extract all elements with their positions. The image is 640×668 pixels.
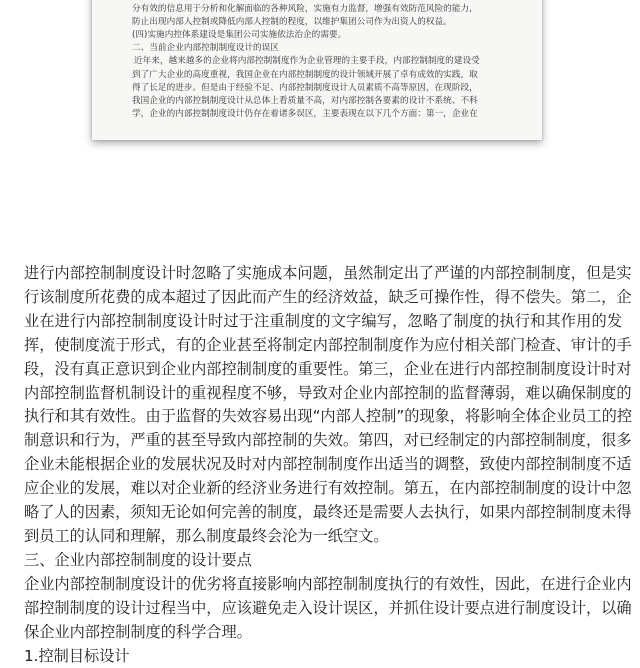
photo-line: (四)实施内控体系建设是集团公司实施依法治企的需要。 bbox=[132, 29, 346, 42]
section-heading: 三、企业内部控制制度的设计要点 bbox=[24, 549, 622, 573]
body-line: 企业内部控制制度设计的优劣将直接影响内部控制制度执行的有效性，因此，在进行企业内 bbox=[24, 573, 622, 597]
body-line: 略了人的因素，须知无论如何完善的制度，最终还是需要人去执行，如果内部控制制度未得 bbox=[24, 501, 622, 525]
photo-line: 学，企业的内部控制制度设计仍存在着诸多误区，主要表现在以下几个方面：第一，企业在 bbox=[132, 108, 478, 121]
body-line: 内部控制监督机制设计的重视程度不够，导致对企业内部控制的监督薄弱，难以确保制度的 bbox=[24, 382, 622, 406]
body-line: 到员工的认同和理解，那么制度最终会沦为一纸空文。 bbox=[24, 525, 622, 549]
body-line: 保企业内部控制制度的科学合理。 bbox=[24, 621, 622, 645]
photo-line: 得了长足的进步。但是由于经验不足、内部控制制度设计人员素质不高等原因，在现阶段， bbox=[132, 82, 478, 95]
photo-section-heading: 二、当前企业内部控制制度设计的误区 bbox=[132, 42, 279, 55]
photographed-document-page bbox=[92, 0, 542, 140]
body-line: 执行和其有效性。由于监督的失效容易出现“内部人控制”的现象，将影响全体企业员工的控 bbox=[24, 405, 622, 429]
photo-line: 我国企业的内部控制制度设计从总体上看质量不高，对内部控制各要素的设计不系统、不科 bbox=[132, 95, 478, 108]
subsection-heading: 1.控制目标设计 bbox=[24, 645, 622, 668]
body-line: 业在进行内部控制制度设计时过于注重制度的文字编写，忽略了制度的执行和其作用的发 bbox=[24, 310, 622, 334]
body-line: 行该制度所花费的成本超过了因此而产生的经济效益，缺乏可操作性，得不偿失。第二，企 bbox=[24, 286, 622, 310]
photo-line: 到了广大企业的高度重视，我国企业在内部控制制度的设计领域开展了卓有成效的实践，取 bbox=[132, 69, 478, 82]
body-line: 进行内部控制制度设计时忽略了实施成本问题，虽然制定出了严谨的内部控制制度，但是实 bbox=[24, 262, 622, 286]
photo-line: 分有效的信息用于分析和化解面临的各种风险，实施有力监督，增强有效防范风险的能力， bbox=[132, 3, 478, 16]
body-line: 制意识和行为，严重的甚至导致内部控制的失效。第四，对已经制定的内部控制制度，很多 bbox=[24, 429, 622, 453]
photo-line: 近年来，越来越多的企业将内部控制制度作为企业管理的主要手段，内部控制制度的建设受 bbox=[134, 55, 480, 68]
body-line: 挥，使制度流于形式，有的企业甚至将制定内部控制制度作为应付相关部门检查、审计的手 bbox=[24, 334, 622, 358]
body-line: 应企业的发展，难以对企业新的经济业务进行有效控制。第五，在内部控制制度的设计中忽 bbox=[24, 477, 622, 501]
body-line: 段，没有真正意识到企业内部控制制度的重要性。第三，企业在进行内部控制制度设计时对 bbox=[24, 358, 622, 382]
article-body bbox=[24, 262, 622, 668]
photo-line: 防止出现内部人控制或降低内部人控制的程度，以维护集团公司作为出资人的权益。 bbox=[132, 16, 452, 29]
body-line: 部控制制度的设计过程当中，应该避免走入设计误区，并抓住设计要点进行制度设计，以确 bbox=[24, 597, 622, 621]
body-line: 企业未能根据企业的发展状况及时对内部控制制度作出适当的调整，致使内部控制制度不适 bbox=[24, 453, 622, 477]
